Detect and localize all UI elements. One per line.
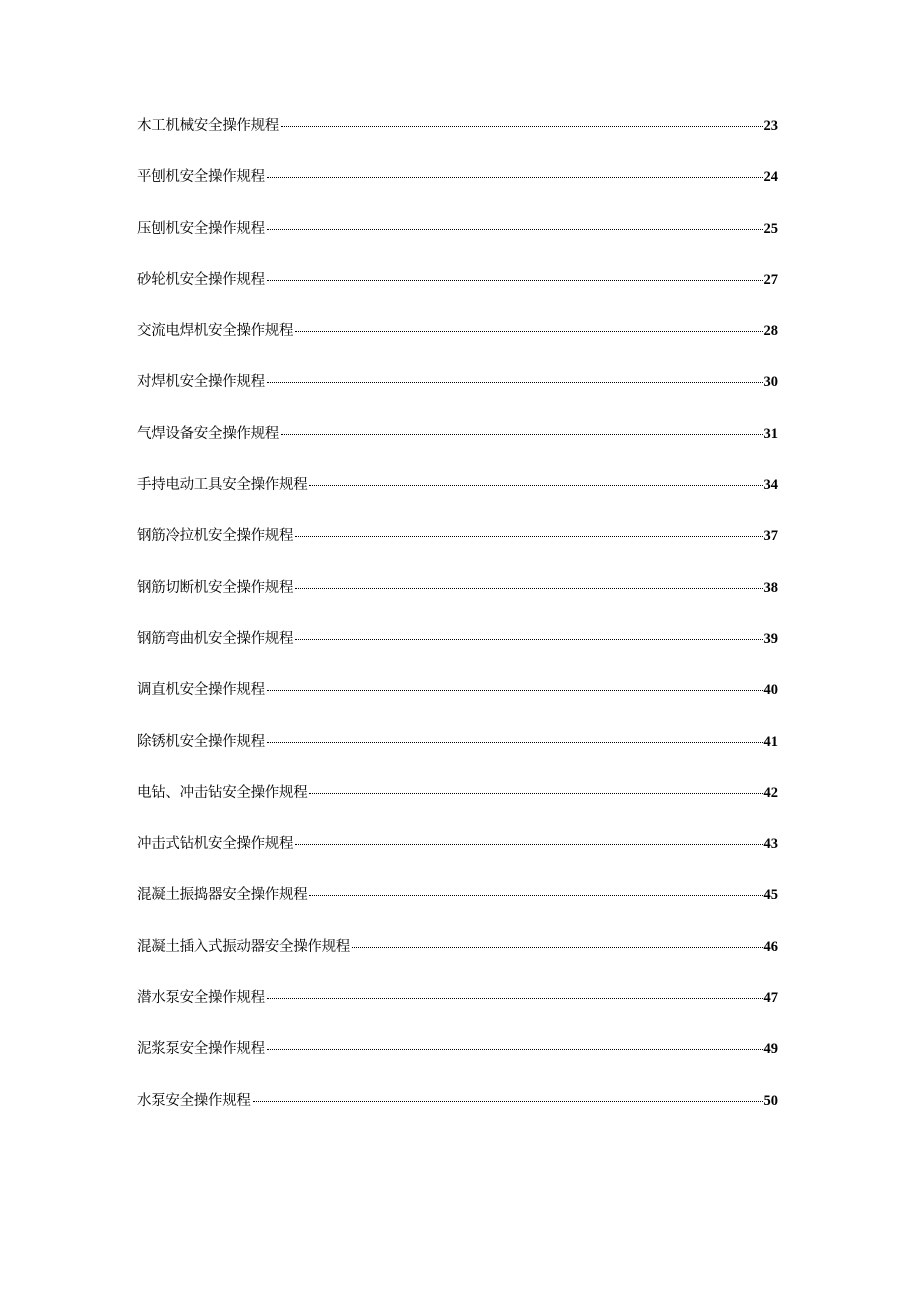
toc-dot-leader: [309, 895, 762, 896]
toc-entry-page: 45: [763, 887, 778, 904]
toc-entry[interactable]: [137, 1088, 778, 1139]
toc-entry[interactable]: [137, 164, 778, 215]
toc-entry[interactable]: [137, 882, 778, 933]
toc-dot-leader: [295, 844, 762, 845]
toc-dot-leader: [253, 1101, 763, 1102]
toc-entry[interactable]: [137, 472, 778, 523]
toc-entry-page: 30: [763, 374, 778, 391]
toc-entry-title: 压刨机安全操作规程: [137, 220, 265, 237]
toc-entry-page: 23: [763, 118, 778, 134]
toc-entry[interactable]: [137, 831, 778, 882]
toc-dot-leader: [267, 1049, 763, 1050]
toc-entry-title: 除锈机安全操作规程: [137, 733, 265, 750]
toc-entry-page: 34: [763, 477, 778, 494]
toc-entry[interactable]: [137, 934, 778, 985]
toc-entry-title: 冲击式钻机安全操作规程: [137, 836, 294, 853]
toc-entry-title: 钢筋弯曲机安全操作规程: [137, 630, 294, 647]
toc-dot-leader: [295, 639, 762, 640]
toc-entry-page: 50: [763, 1092, 778, 1109]
toc-entry-page: 47: [763, 990, 778, 1007]
toc-dot-leader: [309, 485, 762, 486]
toc-entry-page: 49: [763, 1041, 778, 1058]
toc-entry-title: 水泵安全操作规程: [137, 1092, 251, 1109]
toc-entry-page: 38: [763, 579, 778, 596]
toc-dot-leader: [267, 229, 763, 230]
toc-entry[interactable]: [137, 318, 778, 369]
toc-entry-page: 41: [763, 733, 778, 750]
toc-entry-page: 24: [763, 169, 778, 186]
toc-entry[interactable]: [137, 369, 778, 420]
toc-dot-leader: [309, 793, 762, 794]
toc-entry-page: 25: [763, 220, 778, 237]
toc-dot-leader: [352, 947, 763, 948]
toc-entry-page: 37: [763, 528, 778, 545]
toc-entry-page: 43: [763, 836, 778, 853]
toc-entry-title: 钢筋冷拉机安全操作规程: [137, 528, 294, 545]
toc-entry-page: 46: [763, 938, 778, 955]
toc-entry[interactable]: [137, 216, 778, 267]
toc-entry-page: 31: [763, 425, 778, 442]
toc-entry-title: 气焊设备安全操作规程: [137, 425, 279, 442]
toc-dot-leader: [295, 588, 762, 589]
toc-entry[interactable]: [137, 729, 778, 780]
toc-dot-leader: [267, 382, 763, 383]
toc-entry[interactable]: [137, 1036, 778, 1087]
toc-entry-title: 砂轮机安全操作规程: [137, 271, 265, 288]
toc-entry-title: 混凝土插入式振动器安全操作规程: [137, 938, 350, 955]
toc-entry-title: 对焊机安全操作规程: [137, 374, 265, 391]
toc-entry-title: 潜水泵安全操作规程: [137, 990, 265, 1007]
toc-entry-title: 混凝土振捣器安全操作规程: [137, 887, 308, 904]
toc-entry-title: 木工机械安全操作规程: [137, 118, 279, 134]
toc-dot-leader: [267, 690, 763, 691]
toc-entry-page: 42: [763, 784, 778, 801]
toc-entry-page: 28: [763, 323, 778, 340]
toc-dot-leader: [295, 536, 762, 537]
toc-entry[interactable]: [137, 575, 778, 626]
toc-dot-leader: [295, 331, 762, 332]
toc-entry[interactable]: [137, 523, 778, 574]
toc-entry-title: 手持电动工具安全操作规程: [137, 477, 308, 494]
toc-entry-title: 交流电焊机安全操作规程: [137, 323, 294, 340]
toc-dot-leader: [267, 177, 763, 178]
table-of-contents: [137, 113, 778, 1139]
toc-entry-title: 调直机安全操作规程: [137, 682, 265, 699]
toc-entry-title: 平刨机安全操作规程: [137, 169, 265, 186]
toc-dot-leader: [267, 742, 763, 743]
toc-dot-leader: [267, 280, 763, 281]
toc-entry[interactable]: [137, 677, 778, 728]
toc-dot-leader: [281, 434, 763, 435]
toc-entry[interactable]: [137, 985, 778, 1036]
toc-entry-page: 27: [763, 271, 778, 288]
toc-dot-leader: [267, 998, 763, 999]
toc-entry[interactable]: [137, 626, 778, 677]
toc-entry[interactable]: [137, 421, 778, 472]
toc-entry-title: 泥浆泵安全操作规程: [137, 1041, 265, 1058]
toc-dot-leader: [281, 126, 763, 127]
toc-entry-page: 40: [763, 682, 778, 699]
toc-entry-title: 电钻、冲击钻安全操作规程: [137, 784, 308, 801]
toc-entry[interactable]: [137, 267, 778, 318]
toc-entry[interactable]: [137, 113, 778, 164]
toc-entry-page: 39: [763, 630, 778, 647]
toc-entry-title: 钢筋切断机安全操作规程: [137, 579, 294, 596]
toc-entry[interactable]: [137, 780, 778, 831]
